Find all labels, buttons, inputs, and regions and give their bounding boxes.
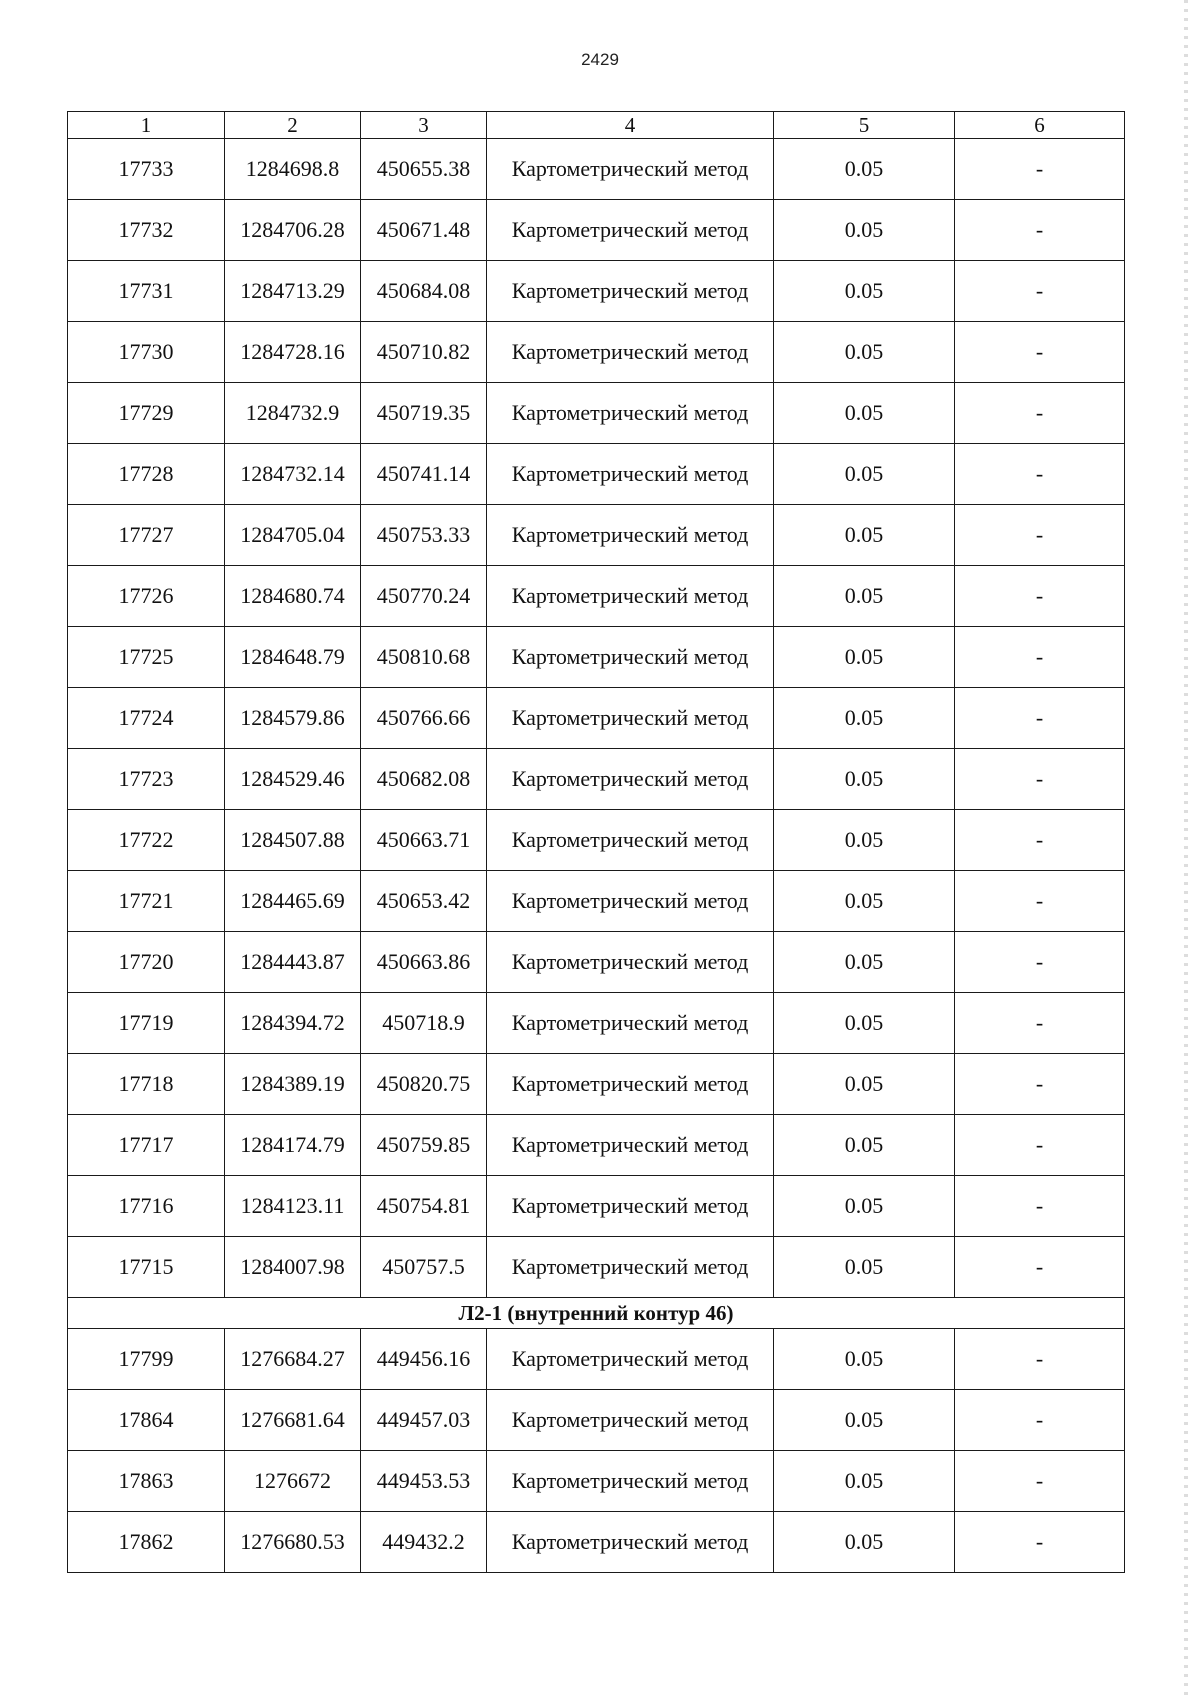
cell-y-coordinate: 450663.71 [361, 810, 487, 871]
page-number: 2429 [581, 50, 619, 69]
cell-note: - [955, 261, 1125, 322]
cell-y-coordinate: 450766.66 [361, 688, 487, 749]
table-row [68, 810, 1125, 871]
cell-x-coordinate: 1284174.79 [225, 1115, 361, 1176]
cell-y-coordinate: 450759.85 [361, 1115, 487, 1176]
cell-accuracy: 0.05 [774, 932, 955, 993]
cell-note: - [955, 1390, 1125, 1451]
table-row [68, 993, 1125, 1054]
header-cell-3: 3 [361, 112, 487, 139]
cell-note: - [955, 688, 1125, 749]
cell-y-coordinate: 450741.14 [361, 444, 487, 505]
cell-point-number: 17718 [68, 1054, 225, 1115]
table-row [68, 1451, 1125, 1512]
cell-y-coordinate: 450653.42 [361, 871, 487, 932]
cell-y-coordinate: 450754.81 [361, 1176, 487, 1237]
cell-method: Картометрический метод [487, 1176, 774, 1237]
cell-accuracy: 0.05 [774, 749, 955, 810]
table-row [68, 749, 1125, 810]
cell-y-coordinate: 450710.82 [361, 322, 487, 383]
cell-method: Картометрический метод [487, 749, 774, 810]
cell-accuracy: 0.05 [774, 627, 955, 688]
cell-accuracy: 0.05 [774, 139, 955, 200]
cell-y-coordinate: 450655.38 [361, 139, 487, 200]
cell-note: - [955, 1451, 1125, 1512]
cell-method: Картометрический метод [487, 200, 774, 261]
cell-y-coordinate: 450718.9 [361, 993, 487, 1054]
cell-point-number: 17863 [68, 1451, 225, 1512]
cell-method: Картометрический метод [487, 322, 774, 383]
cell-note: - [955, 1512, 1125, 1573]
table-row [68, 383, 1125, 444]
cell-point-number: 17727 [68, 505, 225, 566]
cell-accuracy: 0.05 [774, 200, 955, 261]
cell-point-number: 17728 [68, 444, 225, 505]
scan-edge-artifact [1184, 0, 1188, 1696]
cell-x-coordinate: 1276680.53 [225, 1512, 361, 1573]
header-cell-5: 5 [774, 112, 955, 139]
cell-y-coordinate: 450684.08 [361, 261, 487, 322]
cell-accuracy: 0.05 [774, 261, 955, 322]
cell-x-coordinate: 1284443.87 [225, 932, 361, 993]
cell-note: - [955, 1054, 1125, 1115]
cell-note: - [955, 1237, 1125, 1298]
cell-note: - [955, 932, 1125, 993]
cell-point-number: 17731 [68, 261, 225, 322]
table-row [68, 1390, 1125, 1451]
cell-x-coordinate: 1284732.9 [225, 383, 361, 444]
cell-point-number: 17799 [68, 1329, 225, 1390]
cell-method: Картометрический метод [487, 444, 774, 505]
table-row [68, 444, 1125, 505]
cell-accuracy: 0.05 [774, 1237, 955, 1298]
cell-method: Картометрический метод [487, 1390, 774, 1451]
cell-method: Картометрический метод [487, 505, 774, 566]
cell-accuracy: 0.05 [774, 383, 955, 444]
cell-note: - [955, 1329, 1125, 1390]
cell-method: Картометрический метод [487, 1329, 774, 1390]
cell-y-coordinate: 450663.86 [361, 932, 487, 993]
table-row [68, 566, 1125, 627]
header-cell-1: 1 [68, 112, 225, 139]
cell-x-coordinate: 1284123.11 [225, 1176, 361, 1237]
cell-note: - [955, 383, 1125, 444]
cell-method: Картометрический метод [487, 1451, 774, 1512]
cell-method: Картометрический метод [487, 1512, 774, 1573]
cell-accuracy: 0.05 [774, 444, 955, 505]
table-header [68, 112, 1125, 139]
cell-point-number: 17725 [68, 627, 225, 688]
cell-accuracy: 0.05 [774, 1054, 955, 1115]
cell-point-number: 17715 [68, 1237, 225, 1298]
cell-x-coordinate: 1284389.19 [225, 1054, 361, 1115]
cell-point-number: 17733 [68, 139, 225, 200]
table-row [68, 139, 1125, 200]
cell-method: Картометрический метод [487, 1115, 774, 1176]
cell-x-coordinate: 1284507.88 [225, 810, 361, 871]
cell-x-coordinate: 1276681.64 [225, 1390, 361, 1451]
cell-point-number: 17729 [68, 383, 225, 444]
cell-note: - [955, 627, 1125, 688]
cell-note: - [955, 810, 1125, 871]
cell-x-coordinate: 1284529.46 [225, 749, 361, 810]
coordinates-table [67, 111, 1125, 1573]
cell-accuracy: 0.05 [774, 871, 955, 932]
cell-method: Картометрический метод [487, 1054, 774, 1115]
cell-x-coordinate: 1284706.28 [225, 200, 361, 261]
cell-x-coordinate: 1284713.29 [225, 261, 361, 322]
cell-point-number: 17726 [68, 566, 225, 627]
cell-method: Картометрический метод [487, 993, 774, 1054]
cell-method: Картометрический метод [487, 627, 774, 688]
cell-x-coordinate: 1276672 [225, 1451, 361, 1512]
cell-y-coordinate: 450719.35 [361, 383, 487, 444]
header-cell-2: 2 [225, 112, 361, 139]
cell-x-coordinate: 1284465.69 [225, 871, 361, 932]
cell-method: Картометрический метод [487, 383, 774, 444]
cell-x-coordinate: 1284394.72 [225, 993, 361, 1054]
table-row [68, 1115, 1125, 1176]
cell-accuracy: 0.05 [774, 1390, 955, 1451]
cell-point-number: 17717 [68, 1115, 225, 1176]
cell-y-coordinate: 450671.48 [361, 200, 487, 261]
table-row [68, 688, 1125, 749]
table-row [68, 1176, 1125, 1237]
cell-note: - [955, 566, 1125, 627]
table-row [68, 932, 1125, 993]
cell-note: - [955, 139, 1125, 200]
section-title: Л2-1 (внутренний контур 46) [68, 1298, 1125, 1329]
cell-accuracy: 0.05 [774, 1451, 955, 1512]
cell-point-number: 17720 [68, 932, 225, 993]
table-row [68, 505, 1125, 566]
cell-note: - [955, 200, 1125, 261]
table-body [68, 139, 1125, 1573]
section-row [68, 1298, 1125, 1329]
table-row [68, 1512, 1125, 1573]
header-row [68, 112, 1125, 139]
cell-point-number: 17722 [68, 810, 225, 871]
cell-accuracy: 0.05 [774, 1512, 955, 1573]
cell-x-coordinate: 1284705.04 [225, 505, 361, 566]
cell-x-coordinate: 1284728.16 [225, 322, 361, 383]
cell-x-coordinate: 1284732.14 [225, 444, 361, 505]
cell-point-number: 17730 [68, 322, 225, 383]
cell-note: - [955, 322, 1125, 383]
cell-point-number: 17862 [68, 1512, 225, 1573]
cell-note: - [955, 1115, 1125, 1176]
cell-y-coordinate: 450810.68 [361, 627, 487, 688]
cell-point-number: 17723 [68, 749, 225, 810]
cell-x-coordinate: 1284698.8 [225, 139, 361, 200]
header-cell-4: 4 [487, 112, 774, 139]
cell-x-coordinate: 1284007.98 [225, 1237, 361, 1298]
cell-method: Картометрический метод [487, 566, 774, 627]
cell-note: - [955, 505, 1125, 566]
cell-method: Картометрический метод [487, 688, 774, 749]
cell-method: Картометрический метод [487, 871, 774, 932]
cell-accuracy: 0.05 [774, 1329, 955, 1390]
table-row [68, 261, 1125, 322]
table-row [68, 627, 1125, 688]
table-row [68, 1237, 1125, 1298]
cell-y-coordinate: 449457.03 [361, 1390, 487, 1451]
table-row [68, 200, 1125, 261]
cell-y-coordinate: 450757.5 [361, 1237, 487, 1298]
cell-method: Картометрический метод [487, 1237, 774, 1298]
cell-y-coordinate: 449453.53 [361, 1451, 487, 1512]
cell-accuracy: 0.05 [774, 993, 955, 1054]
cell-method: Картометрический метод [487, 932, 774, 993]
cell-accuracy: 0.05 [774, 322, 955, 383]
cell-y-coordinate: 449432.2 [361, 1512, 487, 1573]
cell-method: Картометрический метод [487, 139, 774, 200]
cell-accuracy: 0.05 [774, 1115, 955, 1176]
table-row [68, 322, 1125, 383]
cell-point-number: 17716 [68, 1176, 225, 1237]
cell-accuracy: 0.05 [774, 1176, 955, 1237]
cell-x-coordinate: 1284579.86 [225, 688, 361, 749]
cell-point-number: 17732 [68, 200, 225, 261]
cell-accuracy: 0.05 [774, 566, 955, 627]
cell-y-coordinate: 450770.24 [361, 566, 487, 627]
cell-note: - [955, 749, 1125, 810]
cell-accuracy: 0.05 [774, 688, 955, 749]
cell-point-number: 17724 [68, 688, 225, 749]
header-cell-6: 6 [955, 112, 1125, 139]
table-row [68, 871, 1125, 932]
cell-x-coordinate: 1284680.74 [225, 566, 361, 627]
cell-point-number: 17719 [68, 993, 225, 1054]
cell-note: - [955, 444, 1125, 505]
cell-note: - [955, 1176, 1125, 1237]
cell-y-coordinate: 450682.08 [361, 749, 487, 810]
cell-point-number: 17721 [68, 871, 225, 932]
cell-accuracy: 0.05 [774, 505, 955, 566]
cell-method: Картометрический метод [487, 810, 774, 871]
cell-note: - [955, 871, 1125, 932]
cell-point-number: 17864 [68, 1390, 225, 1451]
cell-method: Картометрический метод [487, 261, 774, 322]
cell-note: - [955, 993, 1125, 1054]
cell-y-coordinate: 450753.33 [361, 505, 487, 566]
cell-x-coordinate: 1276684.27 [225, 1329, 361, 1390]
cell-y-coordinate: 449456.16 [361, 1329, 487, 1390]
cell-y-coordinate: 450820.75 [361, 1054, 487, 1115]
table-row [68, 1054, 1125, 1115]
table-row [68, 1329, 1125, 1390]
cell-x-coordinate: 1284648.79 [225, 627, 361, 688]
cell-accuracy: 0.05 [774, 810, 955, 871]
